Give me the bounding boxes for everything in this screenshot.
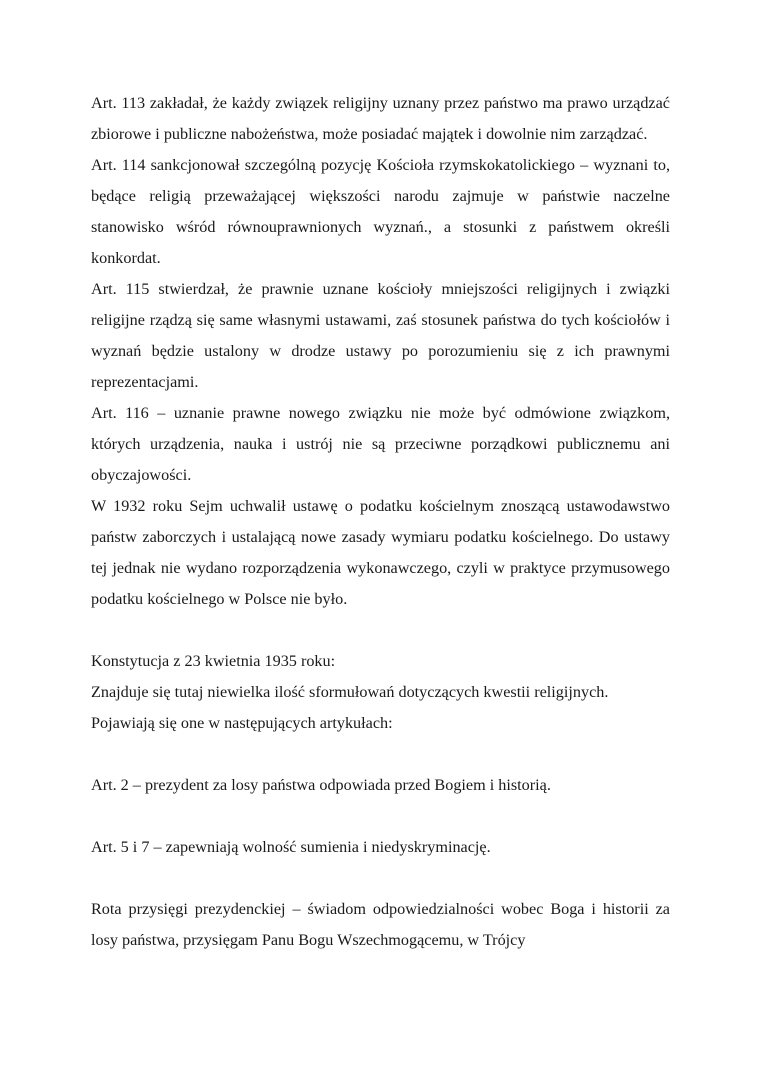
paragraph-art-113: Art. 113 zakładał, że każdy związek religijny uznany przez państwo ma prawo urządzać zbiorowe i publiczne nabożeństwa, może posiadać majątek i dowolnie nim zarządzać. bbox=[91, 94, 670, 143]
paragraph-presidential-oath: Rota przysięgi prezydenckiej – świadom odpowiedzialności wobec Boga i historii za losy państwa, przysięgam Panu Bogu Wszechmogącemu, w Trójcy bbox=[91, 900, 670, 949]
document-body bbox=[91, 88, 670, 956]
paragraph-art-2: Art. 2 – prezydent za losy państwa odpowiada przed Bogiem i historią. bbox=[91, 776, 551, 794]
paragraph-art-115: Art. 115 stwierdzał, że prawnie uznane kościoły mniejszości religijnych i związki religijne rządzą się same własnymi ustawami, zaś stosunek państwa do tych kościołów i wyznań będzie ustalony w drodze ustawy po porozumieniu się z ich prawnymi reprezentacjami. bbox=[91, 280, 670, 391]
paragraph-spacer bbox=[91, 739, 670, 770]
section-heading-constitution-1935: Konstytucja z 23 kwietnia 1935 roku: bbox=[91, 652, 336, 670]
paragraph-constitution-intro: Znajduje się tutaj niewielka ilość sformułowań dotyczących kwestii religijnych. Pojawiają się one w następujących artykułach: bbox=[91, 683, 609, 732]
paragraph-spacer bbox=[91, 615, 670, 646]
paragraph-church-tax-1932: W 1932 roku Sejm uchwalił ustawę o podatku kościelnym znoszącą ustawodawstwo państw zaborczych i ustalającą nowe zasady wymiaru podatku kościelnego. Do ustawy tej jednak nie wydano rozporządzenia wykonawczego, czyli w praktyce przymusowego podatku kościelnego w Polsce nie było. bbox=[91, 497, 670, 608]
paragraph-art-116: Art. 116 – uznanie prawne nowego związku nie może być odmówione związkom, których urządzenia, nauka i ustrój nie są przeciwne porządkowi publicznemu ani obyczajowości. bbox=[91, 404, 670, 484]
paragraph-art-5-7: Art. 5 i 7 – zapewniają wolność sumienia i niedyskryminację. bbox=[91, 838, 491, 856]
paragraph-spacer bbox=[91, 801, 670, 832]
paragraph-art-114: Art. 114 sankcjonował szczególną pozycję Kościoła rzymskokatolickiego – wyznani to, będące religią przeważającej większości narodu zajmuje w państwie naczelne stanowisko wśród równouprawnionych wyznań., a stosunki z państwem określi konkordat. bbox=[91, 156, 670, 267]
paragraph-spacer bbox=[91, 863, 670, 894]
